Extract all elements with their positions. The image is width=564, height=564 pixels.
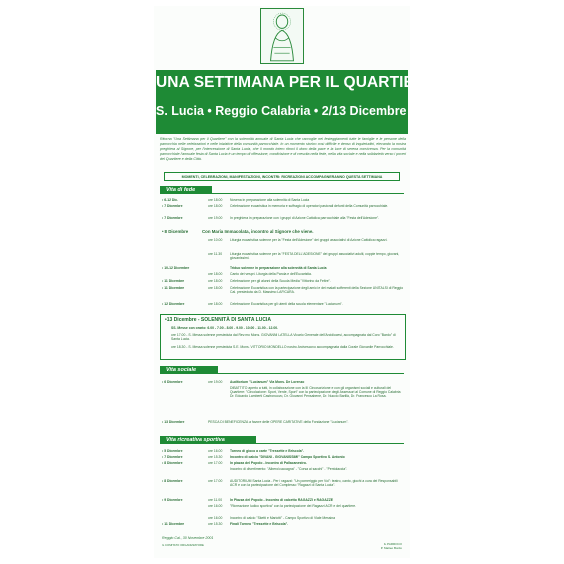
section-rule (256, 443, 404, 444)
row-text: In preghiera in preparazione con i gruppi di Azione Cattolica parrocchiale alla "Festa dell'Adesione". (230, 216, 380, 220)
row-hour: ore 16.00 (208, 504, 223, 508)
intro-paragraph: Ritorna "Una Settimana per il Quartiere" con la solennità annuale di Santa Lucia che raccoglie nei festeggiamenti tutte le famiglie e le persone della parrocchia nelle celebrazioni e nelle iniziative della comunità parrocchiale. In un momento storico così difficile e denso di inquietudini, elevando la nostra preghiera al Signore, per l'intercessione di Santa Lucia, che il mondo intero ritrovi il dono della pace e la luce di serena convivenza. Per la comunità parrocchiale l'annuale festa di Santa Lucia è un tempo di riflessione, condivisione e di crescita nella fede, nella vita sociale e nella solidarietà verso i poveri del Quartiere e della Città. (160, 137, 406, 161)
row-date: • 8 Dicembre (162, 230, 208, 234)
row-date: • 11 Dicembre (162, 279, 208, 283)
row-date: • 7 Dicembre (162, 455, 208, 459)
row-hour: ore 18.00 (208, 204, 223, 208)
program-banner: MOMENTI, CELEBRAZIONI, MANIFESTAZIONI, INCONTRI: RICREAZIONI ACCOMPAGNERANNO QUESTA SETTIMANA (164, 172, 400, 181)
row-date: • 7 Dicembre (162, 204, 208, 208)
organizer-signature: IL COMITATO ORGANIZZATORE (162, 543, 204, 547)
row-text: Incontro di calcio "DIVANI - GIOVANISSIMI" Campo Sportivo S. Antonio (230, 455, 345, 459)
row-hour: ore 19.00 (208, 380, 223, 384)
row-date: • 6-12 Dic. (162, 198, 208, 202)
row-hour: ore 18.00 (208, 198, 223, 202)
row-hour: ore 17.00 (208, 461, 223, 465)
row-date: • 12 Dicembre (162, 302, 208, 306)
row-text: Celebrazione eucaristica in memoria e suffragio di operatori pastorali defunti della Comunità parrocchiale. (230, 204, 389, 208)
mass-line: ore 18.30 - S. Messa solenne presieduta S.E. Mons. VITTORIO MONDELLO nostro Arcivescovo accompagnata dalla Corale Giovanile Parrocchiale. (171, 345, 394, 349)
mass-line: ore 17.00 - S. Messa solenne presieduta dal Rev.mo Mons. GIOVANNI LATELLA Vicario Generale dell'Arcidiocesi, accompagnata dal Coro "Bardo" di Santa Lucia. (171, 333, 396, 342)
pastor-name: P. Matteo Bordo (380, 546, 402, 550)
row-hour: ore 11.30 (208, 252, 223, 256)
row-hour: ore 18.00 (208, 286, 223, 290)
row-text: In piazza del Popolo - Incontro di Pallacanestro. (230, 461, 307, 465)
row-date: • 5 Dicembre (162, 449, 208, 453)
section-head-fede: Vita di fede (160, 186, 212, 194)
row-date: • 11 Dicembre (162, 522, 208, 526)
section-head-ricreativa: Vita ricreativa sportiva (160, 436, 256, 444)
row-hour: ore 18.00 (208, 302, 223, 306)
row-hour: ore 15.30 (208, 522, 223, 526)
row-date: • 11 Dicembre (162, 286, 208, 290)
row-hour: ore 17.00 (208, 479, 223, 483)
row-hour: ore 18.00 (208, 279, 223, 283)
row-text: "Ricreazione ludico sportiva" con la partecipazione dei Ragazzi ACR e del quartiere. (230, 504, 357, 508)
pastor-role: IL PARROCO (383, 542, 402, 546)
row-text: Novena in preparazione alla solennità di Santa Lucia (230, 198, 310, 202)
mass-times: SS. Messe con orario: 6.00 - 7.00 - 8.00 - 9.00 - 10.00 - 11.00 - 12.00. (171, 326, 279, 330)
poster-subtitle: S. Lucia • Reggio Calabria • 2/13 Dicembre 2001 (156, 104, 438, 118)
row-hour: ore 18.00 (208, 272, 223, 276)
row-hour: ore 11.00 (208, 498, 223, 502)
row-text: Incontro di divertimento: "Albero/cuccagna" - "Corsa ai sacchi" - "Pentolaccia". (230, 467, 348, 471)
row-text: Auditorium "Lucianum" Via Mons. De Lorenzo (230, 380, 305, 384)
row-hour: ore 16.00 (208, 449, 223, 453)
title-band (156, 70, 438, 134)
row-text: Celebrazione Eucaristica per gli utenti della scuola elementare "Lucianum". (230, 302, 343, 306)
row-text: Finali Torneo "Tressette e Briscola". (230, 522, 289, 526)
section-rule (218, 373, 404, 374)
row-hour: ore 15.30 (208, 455, 223, 459)
row-text: In Piazza del Popolo - Incontro di calcetto RAGAZZI e RAGAZZE (230, 498, 334, 502)
row-date: • 9 Dicembre (162, 498, 208, 502)
row-hour: ore 19.00 (208, 216, 223, 220)
saint-lucia-icon (260, 8, 304, 64)
solemnity-box (160, 314, 406, 360)
row-hour: ore 16.00 (208, 516, 223, 520)
row-date: • 6 Dicembre (162, 380, 208, 384)
row-date: • 13 Dicembre (162, 420, 208, 424)
row-date: • 8 Dicembre (162, 479, 208, 483)
row-text: Torneo di gioco a carte "Tressette e Briscola". (230, 449, 305, 453)
row-date: • 8 Dicembre (162, 461, 208, 465)
row-text: Liturgia eucaristica solenne per la "FESTA DELL'ADESIONE" dei gruppi associativi adulti, coppie tempo, giovani, giovanissimi. (230, 252, 400, 261)
poster-title: UNA SETTIMANA PER IL QUARTIERE (156, 74, 436, 91)
row-text: Con Maria Immacolata, incontro al Signore che viene. (202, 229, 314, 234)
solemnity-title: •13 Dicembre - SOLENNITÀ DI SANTA LUCIA (165, 317, 271, 323)
pastor-signature (381, 542, 402, 550)
row-text: Canto dei vespri. Liturgia della Parola e dell'Eucaristia. (230, 272, 312, 276)
event-poster (154, 6, 438, 558)
row-text: Liturgia eucaristica solenne per la "Festa dell'Adesione" dei gruppi associativi di Azione Cattolica ragazzi. (230, 238, 388, 242)
section-head-sociale: Vita sociale (160, 366, 218, 374)
row-text: Celebrazione Eucaristica con la partecipazione degli amici e dei malati sofferenti della Sezione UNITALSI di Reggio Cal. presieduta da D. Massimo LAFICARA. (230, 286, 404, 295)
row-text: Incontro di calcio "Sketti e Mariotti" - Campo Sportivo di Viale Messina (230, 516, 336, 520)
place-date: Reggio Cal., 30 Novembre 2001 (162, 536, 214, 540)
row-text: Celebrazione per gli alunni della Scuola Media "Vittorino da Feltre". (230, 279, 331, 283)
row-text: Triduo solenne in preparazione alla solennità di Santa Lucia (230, 266, 327, 270)
row-text: AUDITORIUM Santa Lucia - Per i ragazzi: "Un pomeriggio per Voi": teatro, canto, giochi a cura dei Responsabili ACR e con la partecipazione del Complesso "Ragazzi di Santa Lucia". (230, 479, 398, 488)
row-hour: ore 10.00 (208, 238, 223, 242)
row-text: PESCA DI BENEFICENZA a favore delle OPERE CARITATIVE della Fondazione "Lucianum". (208, 420, 349, 424)
row-text: DIBATTITO aperto a tutti, in collaborazione con la III Circoscrizione e con gli organismi sociali e culturali del Quartiere: "Circolazione: Sport, Verde, Sport" con la partecipazione degli Assessori al Comune di Reggio Calabria Dr. Edoardo Lamberti Castronuovo, Dr. Giovanni Pensabene, Dr. Nuccio Barillà, Dr. Francesco La Rosa. (230, 386, 401, 399)
row-date: • 7 Dicembre (162, 216, 208, 220)
section-rule (212, 193, 404, 194)
row-date: • 10-12 Dicembre (162, 266, 208, 270)
